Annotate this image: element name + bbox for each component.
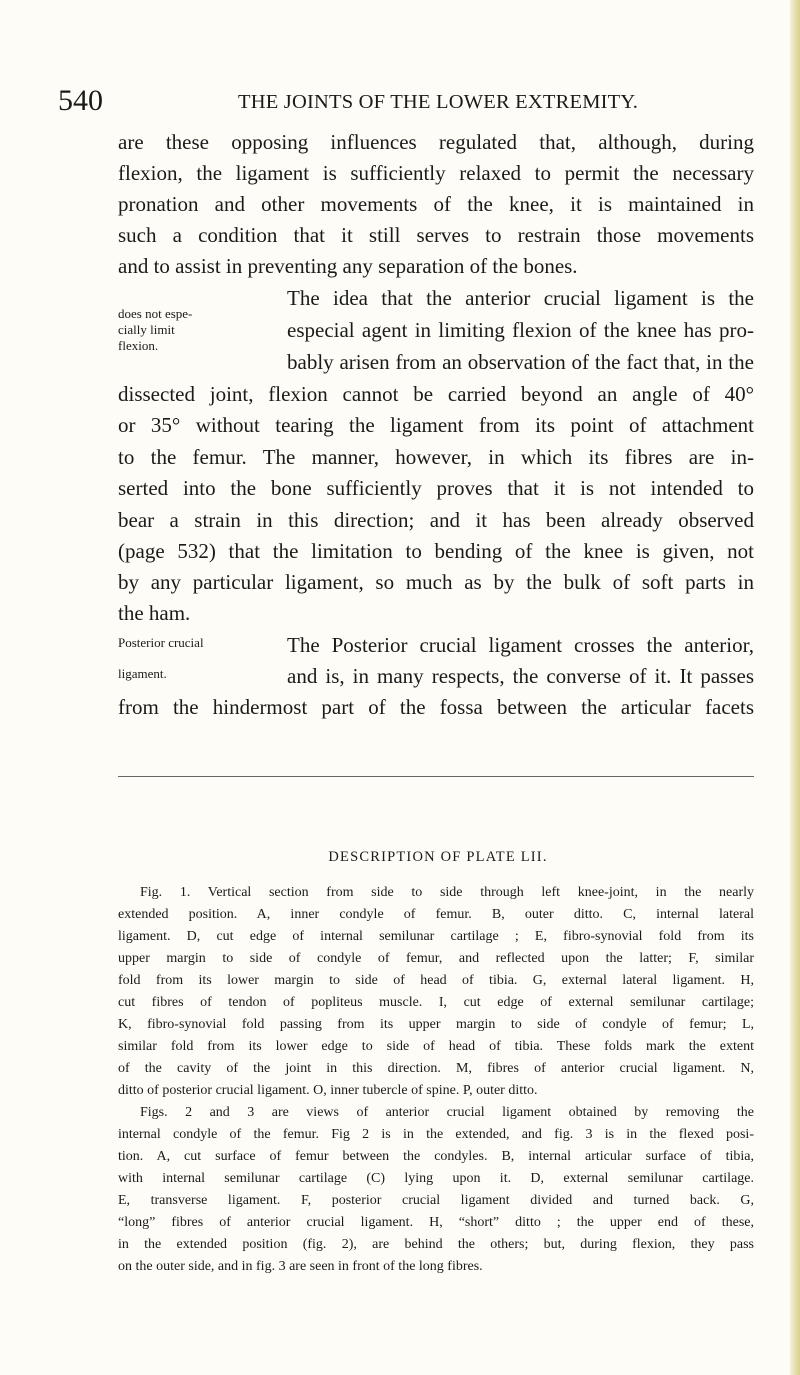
plate-line: in the extended position (fig. 2), are behind the others; but, during flexion, they pass — [118, 1237, 754, 1252]
body-line: and is, in many respects, the converse of it. It passes — [287, 664, 754, 688]
body-line: and to assist in preventing any separation of the bones. — [118, 254, 578, 278]
plate-line: E, transverse ligament. F, posterior crucial ligament divided and turned back. G, — [118, 1193, 754, 1208]
body-line-section-posterior: The Posterior crucial ligament crosses the anterior, — [287, 633, 754, 657]
margin-note-line: does not espe- — [118, 306, 193, 321]
page-header — [58, 84, 758, 124]
body-line: such a condition that it still serves to restrain those movements — [118, 223, 754, 247]
body-line: serted into the bone sufficiently proves that it is not intended to — [118, 476, 754, 500]
body-line: bear a strain in this direction; and it has been already observed — [118, 508, 754, 532]
body-line: The idea that the anterior crucial ligament is the — [287, 286, 754, 310]
body-line: pronation and other movements of the knee, it is maintained in — [118, 192, 754, 216]
body-line: especial agent in limiting flexion of the knee has pro- — [287, 318, 754, 342]
plate-line: fold from its lower margin to side of head of tibia. G, external lateral ligament. H, — [118, 973, 754, 988]
margin-note-line: flexion. — [118, 338, 159, 353]
margin-note-line: Posterior crucial — [118, 635, 204, 650]
page-edge — [790, 0, 800, 1375]
plate-line: ditto of posterior crucial ligament. O, inner tubercle of spine. P, outer ditto. — [118, 1083, 538, 1098]
body-line: are these opposing influences regulated that, although, during — [118, 130, 754, 154]
plate-line: ligament. D, cut edge of internal semilunar cartilage ; E, fibro-synovial fold from its — [118, 929, 754, 944]
running-head: THE JOINTS OF THE LOWER EXTREMITY. — [238, 91, 639, 113]
plate-line: with internal semilunar cartilage (C) lying upon it. D, external semilunar cartilage. — [118, 1171, 754, 1186]
body-line: the ham. — [118, 601, 191, 625]
plate-line: internal condyle of the femur. Fig 2 is in the extended, and fig. 3 is in the flexed posi- — [118, 1127, 754, 1142]
plate-line: on the outer side, and in fig. 3 are seen in front of the long fibres. — [118, 1259, 483, 1274]
plate-line: Fig. 1. Vertical section from side to side through left knee-joint, in the nearly — [140, 885, 754, 900]
plate-line: cut fibres of tendon of popliteus muscle. I, cut edge of external semilunar cartilage; — [118, 995, 754, 1010]
plate-line: similar fold from its lower edge to side of head of tibia. These folds mark the extent — [118, 1039, 754, 1054]
body-line: dissected joint, flexion cannot be carried beyond an angle of 40° — [118, 382, 754, 406]
margin-note-line: ligament. — [118, 666, 167, 681]
page-number: 540 — [58, 84, 103, 117]
margin-note-line: cially limit — [118, 322, 175, 337]
body-line: by any particular ligament, so much as by the bulk of soft parts in — [118, 570, 754, 594]
body-line: or 35° without tearing the ligament from its point of attachment — [118, 413, 754, 437]
plate-line: upper margin to side of condyle of femur, and reflected upon the latter; F, similar — [118, 951, 754, 966]
body-line: from the hindermost part of the fossa between the articular facets — [118, 695, 754, 719]
plate-line: K, fibro-synovial fold passing from its upper margin to side of condyle of femur; L, — [118, 1017, 754, 1032]
body-line: to the femur. The manner, however, in which its fibres are in- — [118, 445, 754, 469]
body-line: (page 532) that the limitation to bending of the knee is given, not — [118, 539, 754, 563]
plate-line: extended position. A, inner condyle of femur. B, outer ditto. C, internal lateral — [118, 907, 754, 922]
plate-line: “long” fibres of anterior crucial ligament. H, “short” ditto ; the upper end of these, — [118, 1215, 754, 1230]
plate-title: DESCRIPTION OF PLATE LII. — [328, 849, 548, 865]
section-divider — [118, 776, 754, 777]
body-line: bably arisen from an observation of the fact that, in the — [287, 350, 754, 374]
plate-line: tion. A, cut surface of femur between the condyles. B, internal articular surface of tibia, — [118, 1149, 754, 1164]
body-line: flexion, the ligament is sufficiently relaxed to permit the necessary — [118, 161, 754, 185]
plate-line: Figs. 2 and 3 are views of anterior crucial ligament obtained by removing the — [140, 1105, 754, 1120]
plate-line: of the cavity of the joint in this direction. M, fibres of anterior crucial ligament. N, — [118, 1061, 754, 1076]
